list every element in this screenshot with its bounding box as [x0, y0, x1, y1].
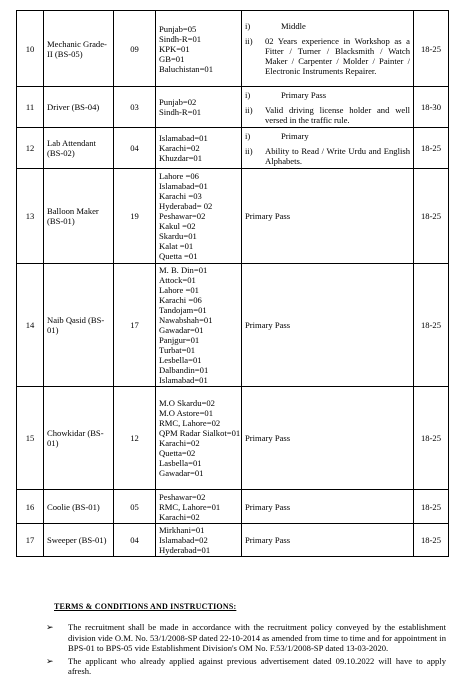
vacancy-count-cell: 04	[114, 524, 156, 557]
district-quota-item: Dalbandin=01	[159, 365, 209, 375]
district-quota-item: Lahore =06	[159, 171, 199, 181]
qualification-cell	[242, 11, 414, 87]
vacancy-count-cell: 17	[114, 264, 156, 387]
terms-list	[46, 622, 446, 676]
qualification-item	[245, 36, 410, 76]
qualification-text: Valid driving license holder and well versed in the traffic rule.	[265, 104, 410, 125]
serial-number-cell: 16	[17, 490, 44, 524]
district-quota-item: Karachi=02	[159, 511, 200, 522]
district-quota-item: Islamabad=01	[159, 181, 208, 191]
district-quota-item: Punjab=05	[159, 23, 197, 34]
vacancy-count-cell: 03	[114, 87, 156, 128]
vacancy-count-cell: 19	[114, 169, 156, 264]
serial-number-cell: 14	[17, 264, 44, 387]
table-row	[17, 264, 449, 387]
district-quota-item: Tandojam=01	[159, 305, 207, 315]
district-quota-item: Hyderabad= 02	[159, 201, 213, 211]
post-name-cell: Naib Qasid (BS-01)	[44, 264, 114, 387]
post-name-cell: Mechanic Grade-II (BS-05)	[44, 11, 114, 87]
post-name-cell: Coolie (BS-01)	[44, 490, 114, 524]
district-quota-item: Lesbella=01	[159, 355, 202, 365]
district-quota-item: Islamabad=01	[159, 133, 208, 143]
terms-heading: TERMS & CONDITIONS AND INSTRUCTIONS:	[54, 602, 237, 611]
qualification-marker: i)	[245, 130, 251, 141]
district-quota-item: Karachi =06	[159, 295, 202, 305]
qualification-text: 02 Years experience in Workshop as a Fitter / Turner / Blacksmith / Watch Maker / Carpenter / Molder / Painter / Electronic Instruments Repairer.	[265, 36, 410, 76]
vacancy-count-cell: 04	[114, 128, 156, 169]
age-limit-cell: 18-25	[414, 169, 449, 264]
qualification-text: Primary Pass	[245, 535, 291, 545]
age-limit-cell: 18-25	[414, 387, 449, 490]
table-row	[17, 490, 449, 524]
post-name-cell: Chowkidar (BS-01)	[44, 387, 114, 490]
arrow-bullet-icon: ➢	[46, 622, 54, 633]
qualification-cell	[242, 128, 414, 169]
district-quota-cell	[156, 169, 242, 264]
district-quota-item: Mirkhani=01	[159, 525, 205, 535]
table-row	[17, 387, 449, 490]
age-limit-cell: 18-25	[414, 128, 449, 169]
district-quota-item: Turbat=01	[159, 345, 196, 355]
district-quota-item: Quetta=02	[159, 448, 196, 458]
post-name-cell: Lab Attendant (BS-02)	[44, 128, 114, 169]
district-quota-item: GB=01	[159, 53, 185, 64]
age-limit-cell: 18-25	[414, 524, 449, 557]
qualification-cell	[242, 87, 414, 128]
district-quota-item: KPK=01	[159, 43, 190, 54]
serial-number-cell: 12	[17, 128, 44, 169]
district-quota-item: Karachi =03	[159, 191, 202, 201]
district-quota-item: Kakul =02	[159, 221, 196, 231]
age-limit-cell: 18-30	[414, 87, 449, 128]
table-row	[17, 169, 449, 264]
district-quota-item: QPM Radar Sialkot=01	[159, 428, 241, 438]
qualification-item	[245, 90, 410, 100]
table-row	[17, 11, 449, 87]
qualification-text: Primary Pass	[245, 320, 291, 330]
terms-item	[46, 656, 446, 677]
serial-number-cell: 10	[17, 11, 44, 87]
qualification-text: Primary	[281, 130, 309, 141]
district-quota-item: Hyderabad=01	[159, 545, 211, 555]
serial-number-cell: 15	[17, 387, 44, 490]
district-quota-item: M. B. Din=01	[159, 265, 208, 275]
qualification-item	[245, 131, 410, 141]
post-name-cell: Sweeper (BS-01)	[44, 524, 114, 557]
qualification-text: Primary Pass	[245, 501, 291, 512]
terms-item-text: The recruitment shall be made in accordance with the recruitment policy conveyed by the establishment division vide O.M. No. 53/1/2008-SP dated 22-10-2014 as amended from time to time and for appointment in BPS-01 to BPS-05 vide Establishment Division's OM No. F.53/1/2008-SP dated 13-03-2020.	[68, 622, 446, 653]
qualification-marker: ii)	[245, 36, 253, 46]
qualification-marker: i)	[245, 89, 251, 100]
district-quota-item: M.O Astore=01	[159, 408, 214, 418]
district-quota-item: Sindh-R=01	[159, 107, 202, 117]
qualification-item	[245, 211, 410, 221]
terms-item-text: The applicant who already applied against previous advertisement dated 09.10.2022 will have to apply afresh.	[68, 656, 446, 677]
post-name-cell: Driver (BS-04)	[44, 87, 114, 128]
vacancy-count-cell: 12	[114, 387, 156, 490]
qualification-item	[245, 320, 410, 330]
qualification-cell	[242, 387, 414, 490]
district-quota-item: Islamabad=01	[159, 375, 208, 385]
qualification-cell	[242, 169, 414, 264]
qualification-text: Primary Pass	[245, 211, 291, 221]
terms-item	[46, 622, 446, 653]
district-quota-item: Nawabshah=01	[159, 315, 213, 325]
qualification-cell	[242, 264, 414, 387]
district-quota-item: Kalat =01	[159, 241, 194, 251]
district-quota-item: RMC, Lahore=02	[159, 418, 221, 428]
serial-number-cell: 11	[17, 87, 44, 128]
district-quota-item: Punjab=02	[159, 97, 197, 107]
qualification-item	[245, 105, 410, 125]
qualification-item	[245, 146, 410, 166]
qualification-item	[245, 535, 410, 545]
age-limit-cell: 18-25	[414, 490, 449, 524]
district-quota-item: Peshawar=02	[159, 211, 206, 221]
district-quota-item: Khuzdar=01	[159, 153, 203, 163]
vacancies-table-body	[17, 11, 449, 557]
qualification-item	[245, 21, 410, 31]
district-quota-item: RMC, Lahore=01	[159, 501, 221, 512]
age-limit-cell: 18-25	[414, 11, 449, 87]
district-quota-item: Sindh-R=01	[159, 33, 202, 44]
table-row	[17, 524, 449, 557]
district-quota-cell	[156, 524, 242, 557]
district-quota-item: Lahore =01	[159, 285, 199, 295]
district-quota-item: Lasbella=01	[159, 458, 202, 468]
district-quota-item: Islamabad=02	[159, 535, 208, 545]
qualification-text: Primary Pass	[281, 89, 327, 100]
qualification-cell	[242, 524, 414, 557]
arrow-bullet-icon: ➢	[46, 656, 54, 667]
district-quota-item: Quetta =01	[159, 251, 198, 261]
vacancies-table	[16, 10, 449, 557]
district-quota-cell	[156, 490, 242, 524]
vacancy-count-cell: 09	[114, 11, 156, 87]
vacancy-count-cell: 05	[114, 490, 156, 524]
district-quota-item: Baluchistan=01	[159, 63, 214, 74]
qualification-cell	[242, 490, 414, 524]
qualification-text: Ability to Read / Write Urdu and English Alphabets.	[265, 145, 410, 166]
serial-number-cell: 13	[17, 169, 44, 264]
district-quota-item: Karachi=02	[159, 143, 200, 153]
district-quota-item: Karachi=02	[159, 438, 200, 448]
qualification-marker: i)	[245, 21, 251, 31]
district-quota-item: Gawadar=01	[159, 468, 204, 478]
district-quota-item: M.O Skardu=02	[159, 398, 215, 408]
district-quota-item: Panjgur=01	[159, 335, 200, 345]
district-quota-cell	[156, 11, 242, 87]
qualification-item	[245, 502, 410, 512]
district-quota-item: Peshawar=02	[159, 491, 206, 502]
qualification-marker: ii)	[245, 145, 253, 156]
district-quota-item: Skardu=01	[159, 231, 197, 241]
terms-section	[46, 602, 446, 680]
post-name-cell: Balloon Maker (BS-01)	[44, 169, 114, 264]
serial-number-cell: 17	[17, 524, 44, 557]
table-row	[17, 87, 449, 128]
qualification-item	[245, 433, 410, 443]
district-quota-cell	[156, 387, 242, 490]
qualification-text: Middle	[281, 21, 306, 31]
age-limit-cell: 18-25	[414, 264, 449, 387]
qualification-text: Primary Pass	[245, 433, 291, 443]
district-quota-item: Gawadar=01	[159, 325, 204, 335]
district-quota-cell	[156, 264, 242, 387]
district-quota-item: Attock=01	[159, 275, 196, 285]
qualification-marker: ii)	[245, 104, 253, 115]
district-quota-cell	[156, 87, 242, 128]
district-quota-cell	[156, 128, 242, 169]
table-row	[17, 128, 449, 169]
